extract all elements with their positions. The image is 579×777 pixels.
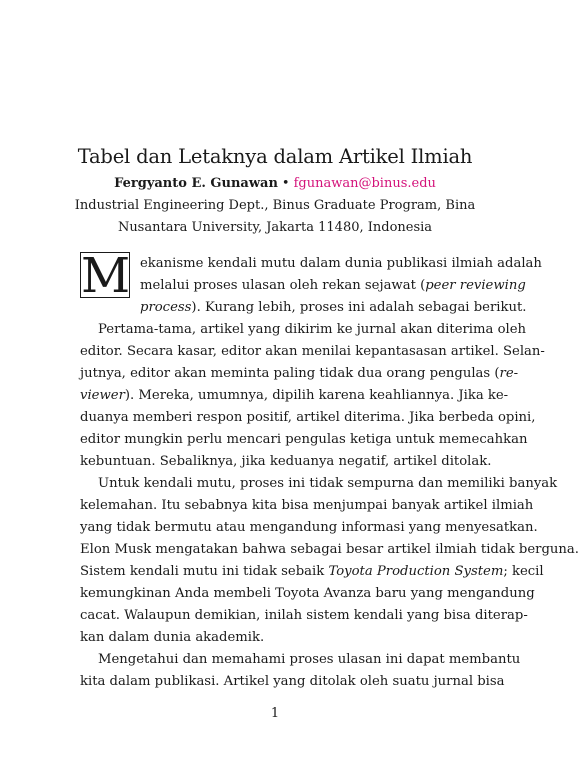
paper-title: Tabel dan Letaknya dalam Artikel Ilmiah bbox=[77, 145, 473, 168]
text-line: duanya memberi respon positif, artikel diterima. Jika berbeda opini, bbox=[80, 410, 536, 425]
affiliation-line-1: Industrial Engineering Dept., Binus Graduate Program, Bina bbox=[74, 198, 476, 213]
page-number: 1 bbox=[270, 706, 280, 721]
text-line: cacat. Walaupun demikian, inilah sistem kendali yang bisa diterap- bbox=[80, 608, 528, 623]
text-line: melalui proses ulasan oleh rekan sejawat (peer reviewing bbox=[140, 278, 526, 293]
author-email-link[interactable]: fgunawan@binus.edu bbox=[293, 176, 436, 191]
text-line: Untuk kendali mutu, proses ini tidak sempurna dan memiliki banyak bbox=[98, 476, 558, 491]
italic-term: peer reviewing bbox=[425, 278, 526, 293]
text-line: jutnya, editor akan meminta paling tidak dua orang pengulas (re- bbox=[80, 366, 519, 381]
affiliation-line-2: Nusantara University, Jakarta 11480, Indonesia bbox=[117, 220, 433, 235]
author-name: Fergyanto E. Gunawan bbox=[114, 176, 278, 191]
text-line: kebuntuan. Sebaliknya, jika keduanya negatif, artikel ditolak. bbox=[80, 454, 492, 469]
text-line: kita dalam publikasi. Artikel yang ditolak oleh suatu jurnal bisa bbox=[80, 674, 505, 689]
text-line: Pertama-tama, artikel yang dikirim ke jurnal akan diterima oleh bbox=[98, 322, 527, 337]
text-line: Sistem kendali mutu ini tidak sebaik Toyota Production System; kecil bbox=[80, 564, 544, 579]
italic-term: Toyota Production System bbox=[328, 564, 504, 579]
italic-term: re- bbox=[499, 366, 519, 381]
text-line: kemungkinan Anda membeli Toyota Avanza baru yang mengandung bbox=[80, 586, 535, 601]
drop-cap: M bbox=[81, 248, 131, 304]
text-line: process). Kurang lebih, proses ini adalah sebagai berikut. bbox=[140, 300, 527, 315]
text-line: Elon Musk mengatakan bahwa sebagai besar artikel ilmiah tidak berguna. bbox=[80, 542, 579, 557]
text-line: Mengetahui dan memahami proses ulasan ini dapat membantu bbox=[98, 652, 521, 667]
text-line: kelemahan. Itu sebabnya kita bisa menjumpai banyak artikel ilmiah bbox=[80, 498, 534, 513]
text-line: yang tidak bermutu atau mengandung informasi yang menyesatkan. bbox=[80, 520, 538, 535]
italic-term: process bbox=[140, 300, 192, 315]
text-line: editor. Secara kasar, editor akan menilai kepantasasan artikel. Selan- bbox=[80, 344, 545, 359]
text-line: ekanisme kendali mutu dalam dunia publikasi ilmiah adalah bbox=[140, 256, 542, 271]
text-line: kan dalam dunia akademik. bbox=[80, 630, 265, 645]
text-line: viewer). Mereka, umumnya, dipilih karena keahliannya. Jika ke- bbox=[80, 388, 509, 403]
italic-term: viewer bbox=[80, 388, 125, 403]
bullet-separator: • bbox=[281, 176, 290, 191]
author-line bbox=[0, 176, 550, 191]
text-line: editor mungkin perlu mencari pengulas ketiga untuk memecahkan bbox=[80, 432, 528, 447]
